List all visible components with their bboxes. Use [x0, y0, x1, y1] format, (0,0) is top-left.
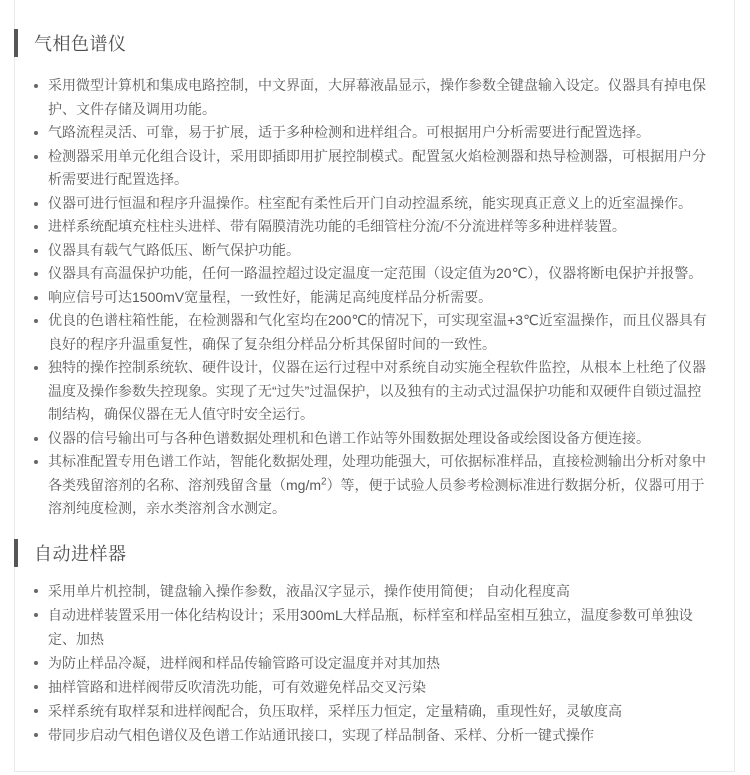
- bullet-text: 采用单片机控制，键盘输入操作参数，液晶汉字显示，操作使用简便； 自动化程度高: [48, 582, 570, 599]
- section-header: [14, 29, 734, 57]
- bullet-text: 自动进样装置采用一体化结构设计；采用300mL大样品瓶，标样室和样品室相互独立，温度参数可单独设定、加热: [48, 606, 693, 647]
- list-item: [48, 74, 709, 121]
- bullet-text: 响应信号可达1500mV宽量程，一致性好，能满足高纯度样品分析需要。: [48, 288, 493, 305]
- list-item: [48, 675, 709, 699]
- bullet-text: 其标准配置专用色谱工作站，智能化数据处理，处理功能强大，可依据标准样品，直接检测输出分析对象中各类残留溶剂的名称、溶剂残留含量（mg/m: [48, 453, 706, 493]
- bullet-text: 采用微型计算机和集成电路控制，中文界面，大屏幕液晶显示，操作参数全键盘输入设定。仪器具有掉电保护、文件存储及调用功能。: [48, 77, 706, 117]
- bullet-text: 仪器的信号输出可与各种色谱数据处理机和色谱工作站等外围数据处理设备或绘图设备方便连接。: [48, 429, 650, 446]
- bullet-text: 进样系统配填充柱柱头进样、带有隔膜清洗功能的毛细管柱分流/不分流进样等多种进样装置。: [48, 218, 626, 234]
- bullet-text: 检测器采用单元化组合设计，采用即插即用扩展控制模式。配置氢火焰检测器和热导检测器，可根据用户分析需要进行配置选择。: [48, 147, 706, 187]
- bullet-text: 气路流程灵活、可靠，易于扩展，适于多种检测和进样组合。可根据用户分析需要进行配置选择。: [48, 124, 650, 140]
- list-item: [48, 239, 709, 263]
- list-item: [48, 723, 709, 747]
- list-item: [48, 450, 709, 521]
- list-item: [48, 651, 709, 675]
- list-item: [48, 145, 709, 192]
- feature-list: [15, 579, 734, 747]
- bullet-text: ）等，便于试验人员参考检测标准进行数据分析，仪器可用于溶剂纯度检测，亲水类溶剂含水测定。: [48, 476, 705, 516]
- section-header: [14, 539, 734, 567]
- list-item: [48, 121, 709, 145]
- content-panel: [14, 0, 735, 772]
- section-title: 自动进样器: [34, 543, 127, 564]
- list-item: [48, 215, 709, 239]
- bullet-text: 仪器具有高温保护功能，任何一路温控超过设定温度一定范围（设定值为20℃），仪器将断电保护并报警。: [48, 265, 703, 281]
- list-item: [48, 286, 709, 310]
- list-item: [48, 262, 709, 286]
- superscript-text: 2: [321, 475, 327, 487]
- bullet-text: 优良的色谱柱箱性能，在检测器和气化室均在200℃的情况下，可实现室温+3℃近室温操作，而且仪器具有良好的程序升温重复性，确保了复杂组分样品分析其保留时间的一致性。: [48, 312, 707, 352]
- bullet-text: 为防止样品冷凝，进样阀和样品传输管路可设定温度并对其加热: [48, 654, 440, 671]
- list-item: [48, 579, 709, 603]
- bullet-text: 仪器可进行恒温和程序升温操作。柱室配有柔性后开门自动控温系统，能实现真正意义上的近室温操作。: [48, 194, 692, 211]
- accent-bar: [14, 29, 18, 57]
- bullet-text: 采样系统有取样泵和进样阀配合，负压取样，采样压力恒定，定量精确，重现性好，灵敏度高: [48, 702, 622, 719]
- list-item: [48, 603, 709, 651]
- accent-bar: [14, 539, 18, 567]
- bullet-text: 仪器具有载气气路低压、断气保护功能。: [48, 241, 300, 258]
- section-auto-sampler: [15, 539, 734, 747]
- list-item: [48, 192, 709, 216]
- bullet-text: 抽样管路和进样阀带反吹清洗功能，可有效避免样品交叉污染: [48, 678, 426, 695]
- list-item: [48, 356, 709, 427]
- section-gas-chromatograph: [15, 29, 734, 521]
- list-item: [48, 309, 709, 356]
- list-item: [48, 699, 709, 723]
- section-title: 气相色谱仪: [34, 34, 127, 54]
- feature-list: [15, 74, 734, 521]
- list-item: [48, 427, 709, 451]
- bullet-text: 独特的操作控制系统软、硬件设计，仪器在运行过程中对系统自动实施全程软件监控，从根本上杜绝了仪器温度及操作参数失控现象。实现了无“过失”过温保护，以及独有的主动式过温保护功能和双硬件自锁过温控制结构，确保仪器在无人值守时安全运行。: [48, 359, 706, 422]
- bullet-text: 带同步启动气相色谱仪及色谱工作站通讯接口，实现了样品制备、采样、分析一键式操作: [48, 726, 594, 743]
